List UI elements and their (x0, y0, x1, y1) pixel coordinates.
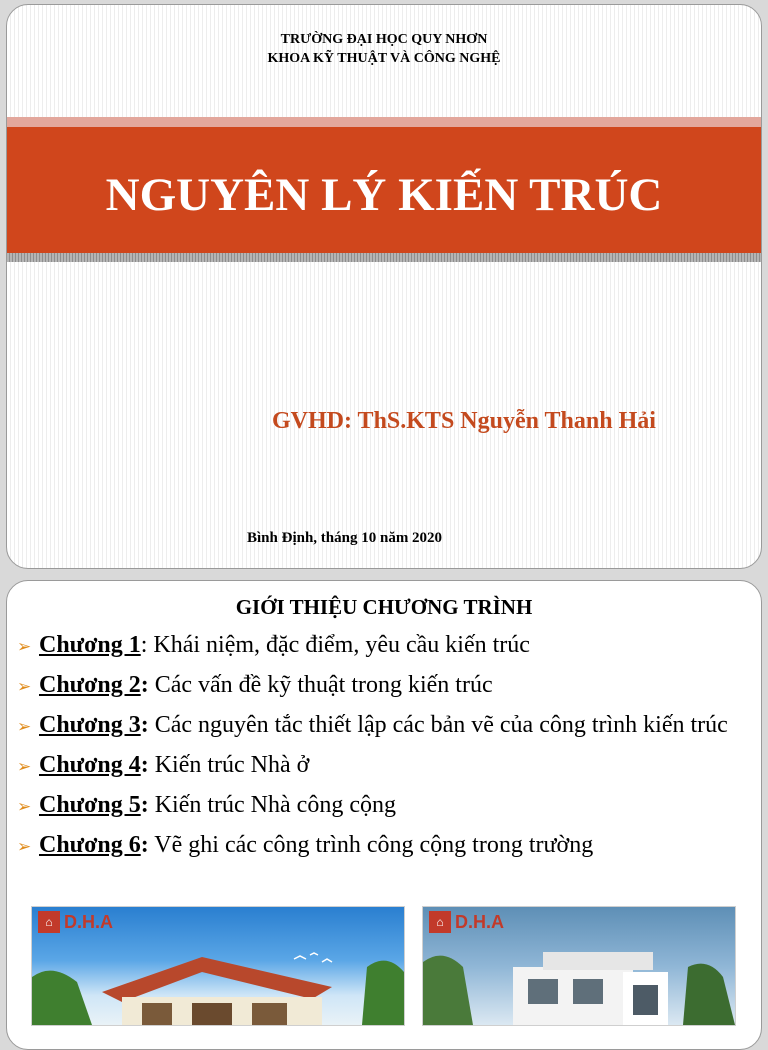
chapter-colon: : (140, 712, 149, 738)
date-line: Bình Định, tháng 10 năm 2020 (247, 530, 443, 546)
house-photo-1 (31, 906, 405, 1026)
list-item (17, 789, 753, 822)
chapter-description: Kiến trúc Nhà ở (148, 752, 310, 778)
list-item (17, 829, 753, 862)
chapter-description: Khái niệm, đặc điểm, yêu cầu kiến trúc (147, 632, 530, 658)
chapter-label: Chương 2 (39, 672, 141, 698)
chapter-colon: : (140, 672, 149, 698)
bullet-arrow-icon: ➢ (17, 757, 32, 776)
house-illustration (32, 907, 404, 1025)
chapter-label: Chương 1 (39, 632, 141, 658)
chapter-description: Vẽ ghi các công trình công cộng trong trường (148, 832, 594, 858)
slide-title (6, 4, 762, 569)
logo-text: D.H.A (455, 911, 504, 932)
bullet-arrow-icon: ➢ (17, 677, 32, 696)
chapter-list (17, 629, 753, 869)
program-intro-title: GIỚI THIỆU CHƯƠNG TRÌNH (235, 595, 533, 619)
chapter-label: Chương 6 (39, 832, 141, 858)
chapter-label: Chương 3 (39, 712, 141, 738)
chapter-label: Chương 5 (39, 792, 141, 818)
house-photo-2 (422, 906, 736, 1026)
university-line-1: TRƯỜNG ĐẠI HỌC QUY NHƠN (280, 32, 488, 47)
list-item (17, 709, 753, 742)
chapter-label: Chương 4 (39, 752, 141, 778)
list-item (17, 749, 753, 782)
chapter-colon: : (140, 832, 149, 858)
logo-text: D.H.A (64, 911, 113, 932)
chapter-description: Kiến trúc Nhà công cộng (148, 792, 396, 818)
house-logo-icon: ⌂ (38, 911, 60, 933)
bullet-arrow-icon: ➢ (17, 637, 32, 656)
chapter-colon: : (140, 632, 148, 658)
slide-title-text: NGUYÊN LÝ KIẾN TRÚC (105, 169, 663, 221)
chapter-colon: : (140, 752, 149, 778)
bullet-arrow-icon: ➢ (17, 797, 32, 816)
house-illustration (423, 907, 735, 1025)
chapter-colon: : (140, 792, 149, 818)
decorative-band-bottom (7, 253, 761, 262)
house-logo-icon: ⌂ (429, 911, 451, 933)
instructor-line: GVHD: ThS.KTS Nguyễn Thanh Hải (272, 408, 656, 434)
list-item (17, 669, 753, 702)
decorative-band-top (7, 117, 761, 127)
list-item (17, 629, 753, 662)
chapter-description: Các nguyên tắc thiết lập các bản vẽ của công trình kiến trúc (148, 712, 728, 738)
chapter-description: Các vấn đề kỹ thuật trong kiến trúc (148, 672, 493, 698)
bullet-arrow-icon: ➢ (17, 837, 32, 856)
university-header (7, 30, 761, 68)
university-line-2: KHOA KỸ THUẬT VÀ CÔNG NGHỆ (267, 51, 501, 66)
title-band (7, 127, 761, 253)
bullet-arrow-icon: ➢ (17, 717, 32, 736)
